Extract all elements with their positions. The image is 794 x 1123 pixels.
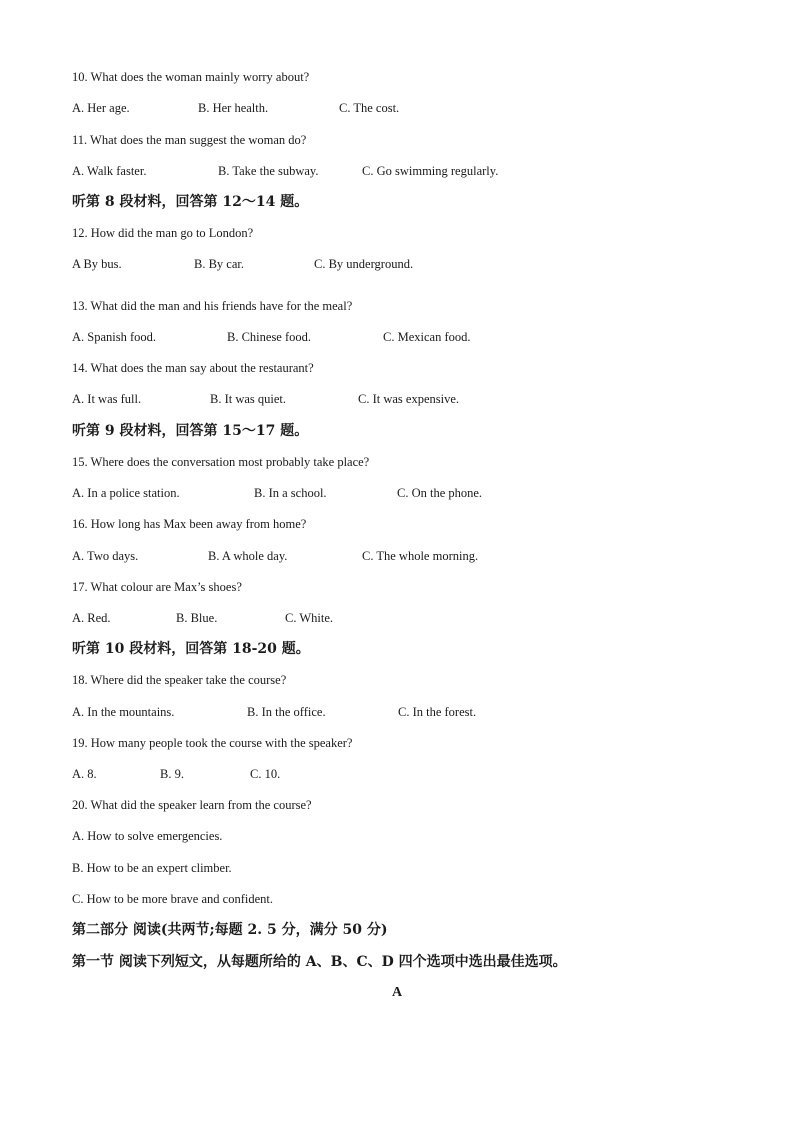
q17-option-b: B. Blue.	[176, 611, 218, 625]
q12-option-a: A By bus.	[72, 257, 122, 271]
section-9-heading: 听第 9 段材料，回答第 15～17 题。	[72, 423, 309, 439]
q16-option-b: B. A whole day.	[208, 549, 288, 563]
q10-option-c: C. The cost.	[339, 101, 400, 115]
section-8-heading: 听第 8 段材料，回答第 12～14 题。	[72, 194, 309, 210]
question-15: 15. Where does the conversation most probably take place?	[72, 455, 370, 469]
part-2-section-1-heading: 第一节 阅读下列短文，从每题所给的 A、B、C、D 四个选项中选出最佳选项。	[72, 954, 567, 970]
question-20: 20. What did the speaker learn from the course?	[72, 798, 312, 812]
q20-option-a: A. How to solve emergencies.	[72, 829, 223, 843]
q15-option-b: B. In a school.	[254, 486, 327, 500]
question-17: 17. What colour are Max’s shoes?	[72, 580, 242, 594]
q15-option-c: C. On the phone.	[397, 486, 483, 500]
question-11: 11. What does the man suggest the woman do?	[72, 133, 307, 147]
question-19: 19. How many people took the course with the speaker?	[72, 736, 353, 750]
q11-option-c: C. Go swimming regularly.	[362, 164, 499, 178]
q17-option-c: C. White.	[285, 611, 334, 625]
q13-option-a: A. Spanish food.	[72, 330, 157, 344]
q18-option-b: B. In the office.	[247, 705, 326, 719]
q20-option-b: B. How to be an expert climber.	[72, 861, 232, 875]
q12-option-c: C. By underground.	[314, 257, 414, 271]
question-13: 13. What did the man and his friends have for the meal?	[72, 299, 353, 313]
part-2-heading: 第二部分 阅读(共两节;每题 2. 5 分，满分 50 分)	[72, 922, 388, 938]
q15-option-a: A. In a police station.	[72, 486, 180, 500]
question-12: 12. How did the man go to London?	[72, 226, 254, 240]
q17-option-a: A. Red.	[72, 611, 111, 625]
q18-option-a: A. In the mountains.	[72, 705, 175, 719]
q13-option-b: B. Chinese food.	[227, 330, 312, 344]
question-16: 16. How long has Max been away from home?	[72, 517, 307, 531]
q10-option-b: B. Her health.	[198, 101, 269, 115]
q12-option-b: B. By car.	[194, 257, 244, 271]
q18-option-c: C. In the forest.	[398, 705, 477, 719]
q16-option-c: C. The whole morning.	[362, 549, 479, 563]
q19-option-c: C. 10.	[250, 767, 281, 781]
question-18: 18. Where did the speaker take the course?	[72, 673, 287, 687]
q19-option-a: A. 8.	[72, 767, 97, 781]
q14-option-a: A. It was full.	[72, 392, 142, 406]
q20-option-c: C. How to be more brave and confident.	[72, 892, 273, 906]
section-10-heading: 听第 10 段材料，回答第 18-20 题。	[72, 641, 310, 657]
q11-option-b: B. Take the subway.	[218, 164, 319, 178]
q10-option-a: A. Her age.	[72, 101, 130, 115]
q19-option-b: B. 9.	[160, 767, 184, 781]
passage-letter: A	[391, 985, 403, 1000]
q14-option-c: C. It was expensive.	[358, 392, 460, 406]
q16-option-a: A. Two days.	[72, 549, 139, 563]
q13-option-c: C. Mexican food.	[383, 330, 471, 344]
q14-option-b: B. It was quiet.	[210, 392, 287, 406]
question-10: 10. What does the woman mainly worry about?	[72, 70, 310, 84]
q11-option-a: A. Walk faster.	[72, 164, 147, 178]
question-14: 14. What does the man say about the restaurant?	[72, 361, 314, 375]
